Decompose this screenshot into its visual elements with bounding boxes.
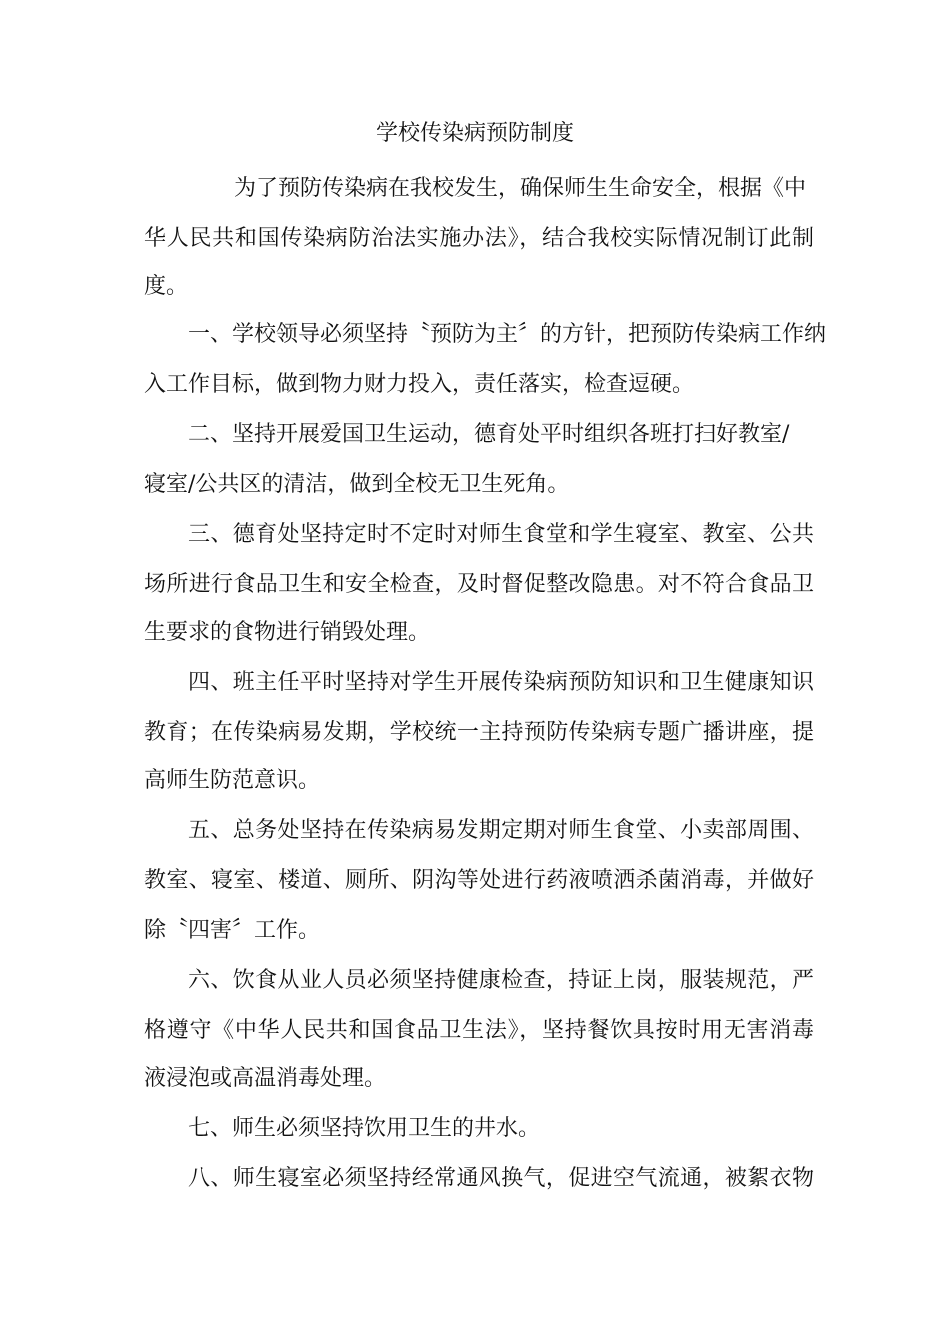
clause-6-line-2: 格遵守《中华人民共和国食品卫生法》，坚持餐饮具按时用无害消毒 bbox=[144, 1018, 814, 1043]
clause-2-line-1: 二、坚持开展爱国卫生运动，德育处平时组织各班打扫好教室/ bbox=[188, 422, 790, 447]
clause-3-line-3: 生要求的食物进行销毁处理。 bbox=[144, 620, 431, 645]
clause-3-line-2: 场所进行食品卫生和安全检查，及时督促整改隐患。对不符合食品卫 bbox=[144, 572, 814, 597]
clause-4-line-3: 高师生防范意识。 bbox=[144, 768, 321, 793]
document-title: 学校传染病预防制度 bbox=[375, 121, 574, 146]
clause-4-line-1: 四、班主任平时坚持对学生开展传染病预防知识和卫生健康知识 bbox=[188, 670, 814, 695]
clause-5-line-3: 除〝四害〞工作。 bbox=[144, 918, 321, 943]
clause-2-line-2: 寝室/公共区的清洁，做到全校无卫生死角。 bbox=[144, 472, 570, 497]
clause-6-line-3: 液浸泡或高温消毒处理。 bbox=[144, 1066, 387, 1091]
paragraph-intro-line-1: 为了预防传染病在我校发生，确保师生生命安全，根据《中 bbox=[234, 176, 807, 201]
clause-7-line-1: 七、师生必须坚持饮用卫生的井水。 bbox=[188, 1116, 541, 1141]
paragraph-intro-line-2: 华人民共和国传染病防治法实施办法》，结合我校实际情况制订此制 bbox=[144, 226, 814, 251]
clause-5-line-2: 教室、寝室、楼道、厕所、阴沟等处进行药液喷洒杀菌消毒，并做好 bbox=[144, 868, 814, 893]
clause-3-line-1: 三、德育处坚持定时不定时对师生食堂和学生寝室、教室、公共 bbox=[188, 522, 814, 547]
clause-5-line-1: 五、总务处坚持在传染病易发期定期对师生食堂、小卖部周围、 bbox=[188, 818, 814, 843]
clause-4-line-2: 教育；在传染病易发期，学校统一主持预防传染病专题广播讲座，提 bbox=[144, 720, 814, 745]
clause-1-line-1: 一、学校领导必须坚持〝预防为主〞的方针，把预防传染病工作纳 bbox=[188, 322, 827, 347]
clause-6-line-1: 六、饮食从业人员必须坚持健康检查，持证上岗，服装规范，严 bbox=[188, 968, 814, 993]
clause-1-line-2: 入工作目标，做到物力财力投入，责任落实，检查逗硬。 bbox=[144, 372, 695, 397]
paragraph-intro-line-3: 度。 bbox=[144, 274, 189, 299]
clause-8-line-1: 八、师生寝室必须坚持经常通风换气，促进空气流通，被絮衣物 bbox=[188, 1166, 814, 1191]
